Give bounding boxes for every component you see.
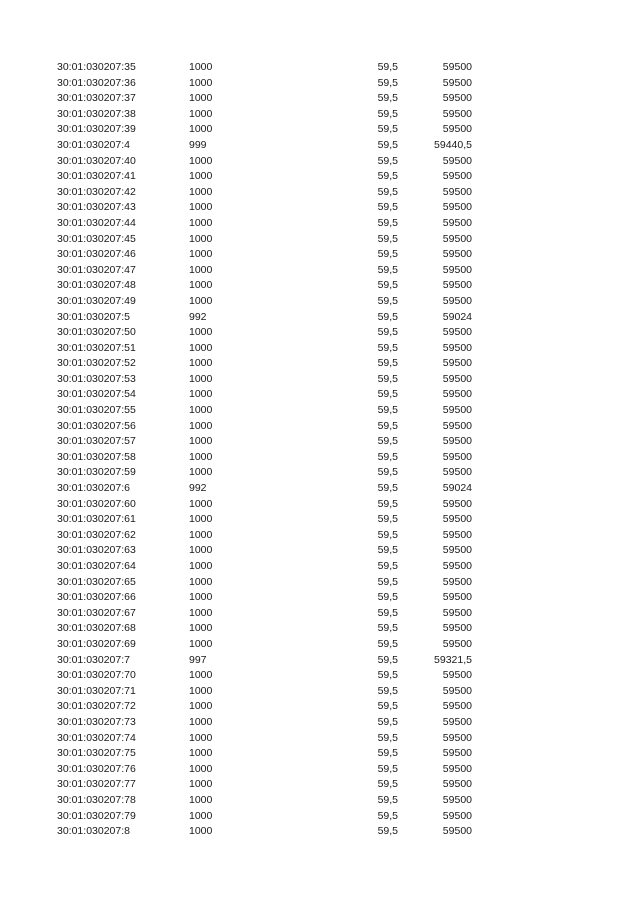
table-row [0, 762, 640, 778]
price-cell: 59,5 [377, 154, 398, 167]
table-row [0, 450, 640, 466]
table-row [0, 528, 640, 544]
cadastral-number-cell: 30:01:030207:69 [57, 637, 136, 650]
table-row [0, 169, 640, 185]
total-cell: 59500 [442, 341, 472, 354]
table-row [0, 325, 640, 341]
total-cell: 59500 [442, 637, 472, 650]
price-cell: 59,5 [377, 435, 398, 448]
quantity-cell: 1000 [189, 669, 213, 682]
price-cell: 59,5 [377, 404, 398, 417]
total-cell: 59500 [442, 435, 472, 448]
quantity-cell: 1000 [189, 76, 213, 89]
table-row [0, 668, 640, 684]
table-row [0, 403, 640, 419]
price-cell: 59,5 [377, 793, 398, 806]
total-cell: 59500 [442, 544, 472, 557]
price-cell: 59,5 [377, 232, 398, 245]
cadastral-number-cell: 30:01:030207:78 [57, 793, 136, 806]
total-cell: 59440,5 [434, 138, 472, 151]
price-cell: 59,5 [377, 466, 398, 479]
price-cell: 59,5 [377, 606, 398, 619]
table-row [0, 91, 640, 107]
cadastral-number-cell: 30:01:030207:37 [57, 92, 136, 105]
total-cell: 59500 [442, 700, 472, 713]
total-cell: 59500 [442, 92, 472, 105]
table-row [0, 263, 640, 279]
quantity-cell: 1000 [189, 185, 213, 198]
price-cell: 59,5 [377, 294, 398, 307]
cadastral-number-cell: 30:01:030207:58 [57, 450, 136, 463]
price-cell: 59,5 [377, 201, 398, 214]
quantity-cell: 1000 [189, 294, 213, 307]
quantity-cell: 1000 [189, 341, 213, 354]
total-cell: 59500 [442, 419, 472, 432]
table-row [0, 731, 640, 747]
table-row [0, 216, 640, 232]
table-row [0, 824, 640, 840]
total-cell: 59500 [442, 793, 472, 806]
total-cell: 59500 [442, 107, 472, 120]
cadastral-number-cell: 30:01:030207:75 [57, 747, 136, 760]
cadastral-number-cell: 30:01:030207:72 [57, 700, 136, 713]
cadastral-number-cell: 30:01:030207:6 [57, 482, 130, 495]
total-cell: 59500 [442, 357, 472, 370]
quantity-cell: 1000 [189, 513, 213, 526]
total-cell: 59500 [442, 715, 472, 728]
total-cell: 59500 [442, 575, 472, 588]
total-cell: 59500 [442, 326, 472, 339]
price-cell: 59,5 [377, 357, 398, 370]
table-row [0, 559, 640, 575]
table-row [0, 809, 640, 825]
table-row [0, 138, 640, 154]
cadastral-number-cell: 30:01:030207:5 [57, 310, 130, 323]
cadastral-number-cell: 30:01:030207:79 [57, 809, 136, 822]
quantity-cell: 1000 [189, 715, 213, 728]
cadastral-number-cell: 30:01:030207:42 [57, 185, 136, 198]
table-row [0, 122, 640, 138]
quantity-cell: 999 [189, 138, 207, 151]
cadastral-number-cell: 30:01:030207:38 [57, 107, 136, 120]
price-cell: 59,5 [377, 778, 398, 791]
cadastral-number-cell: 30:01:030207:65 [57, 575, 136, 588]
price-cell: 59,5 [377, 731, 398, 744]
total-cell: 59500 [442, 232, 472, 245]
cadastral-number-cell: 30:01:030207:35 [57, 61, 136, 73]
table-row [0, 294, 640, 310]
quantity-cell: 1000 [189, 419, 213, 432]
total-cell: 59500 [442, 528, 472, 541]
cadastral-number-cell: 30:01:030207:36 [57, 76, 136, 89]
table-row [0, 497, 640, 513]
total-cell: 59024 [442, 482, 472, 495]
quantity-cell: 1000 [189, 170, 213, 183]
cadastral-number-cell: 30:01:030207:76 [57, 762, 136, 775]
cadastral-number-cell: 30:01:030207:7 [57, 653, 130, 666]
cadastral-number-cell: 30:01:030207:41 [57, 170, 136, 183]
price-cell: 59,5 [377, 653, 398, 666]
cadastral-number-cell: 30:01:030207:51 [57, 341, 136, 354]
cadastral-number-cell: 30:01:030207:73 [57, 715, 136, 728]
price-cell: 59,5 [377, 669, 398, 682]
quantity-cell: 1000 [189, 606, 213, 619]
total-cell: 59500 [442, 294, 472, 307]
total-cell: 59500 [442, 404, 472, 417]
quantity-cell: 1000 [189, 154, 213, 167]
cadastral-number-cell: 30:01:030207:77 [57, 778, 136, 791]
table-row [0, 60, 640, 76]
price-cell: 59,5 [377, 107, 398, 120]
total-cell: 59321,5 [434, 653, 472, 666]
table-row [0, 185, 640, 201]
price-cell: 59,5 [377, 92, 398, 105]
price-cell: 59,5 [377, 326, 398, 339]
quantity-cell: 1000 [189, 435, 213, 448]
price-cell: 59,5 [377, 123, 398, 136]
quantity-cell: 1000 [189, 92, 213, 105]
quantity-cell: 1000 [189, 497, 213, 510]
quantity-cell: 992 [189, 482, 207, 495]
price-cell: 59,5 [377, 248, 398, 261]
table-row [0, 543, 640, 559]
total-cell: 59500 [442, 388, 472, 401]
quantity-cell: 1000 [189, 544, 213, 557]
cadastral-number-cell: 30:01:030207:74 [57, 731, 136, 744]
quantity-cell: 1000 [189, 279, 213, 292]
quantity-cell: 1000 [189, 466, 213, 479]
quantity-cell: 1000 [189, 232, 213, 245]
quantity-cell: 1000 [189, 404, 213, 417]
table-row [0, 434, 640, 450]
total-cell: 59500 [442, 825, 472, 838]
price-cell: 59,5 [377, 310, 398, 323]
price-cell: 59,5 [377, 560, 398, 572]
table-row [0, 76, 640, 92]
data-table [0, 60, 640, 840]
total-cell: 59500 [442, 61, 472, 73]
cadastral-number-cell: 30:01:030207:53 [57, 372, 136, 385]
quantity-cell: 1000 [189, 700, 213, 713]
cadastral-number-cell: 30:01:030207:56 [57, 419, 136, 432]
cadastral-number-cell: 30:01:030207:8 [57, 825, 130, 838]
total-cell: 59500 [442, 731, 472, 744]
total-cell: 59500 [442, 123, 472, 136]
cadastral-number-cell: 30:01:030207:64 [57, 560, 136, 572]
quantity-cell: 1000 [189, 684, 213, 697]
cadastral-number-cell: 30:01:030207:61 [57, 513, 136, 526]
price-cell: 59,5 [377, 216, 398, 229]
price-cell: 59,5 [377, 528, 398, 541]
quantity-cell: 1000 [189, 107, 213, 120]
price-cell: 59,5 [377, 341, 398, 354]
total-cell: 59500 [442, 591, 472, 604]
quantity-cell: 997 [189, 653, 207, 666]
table-row [0, 310, 640, 326]
table-row [0, 793, 640, 809]
price-cell: 59,5 [377, 825, 398, 838]
total-cell: 59500 [442, 279, 472, 292]
price-cell: 59,5 [377, 762, 398, 775]
cadastral-number-cell: 30:01:030207:39 [57, 123, 136, 136]
cadastral-number-cell: 30:01:030207:59 [57, 466, 136, 479]
price-cell: 59,5 [377, 591, 398, 604]
price-cell: 59,5 [377, 622, 398, 635]
total-cell: 59500 [442, 669, 472, 682]
price-cell: 59,5 [377, 388, 398, 401]
table-row [0, 590, 640, 606]
quantity-cell: 1000 [189, 637, 213, 650]
total-cell: 59500 [442, 497, 472, 510]
quantity-cell: 1000 [189, 762, 213, 775]
cadastral-number-cell: 30:01:030207:63 [57, 544, 136, 557]
price-cell: 59,5 [377, 138, 398, 151]
quantity-cell: 1000 [189, 263, 213, 276]
total-cell: 59500 [442, 606, 472, 619]
total-cell: 59500 [442, 622, 472, 635]
table-row [0, 247, 640, 263]
table-row [0, 684, 640, 700]
total-cell: 59500 [442, 201, 472, 214]
total-cell: 59500 [442, 684, 472, 697]
price-cell: 59,5 [377, 575, 398, 588]
total-cell: 59500 [442, 450, 472, 463]
table-row [0, 465, 640, 481]
quantity-cell: 1000 [189, 450, 213, 463]
quantity-cell: 1000 [189, 528, 213, 541]
cadastral-number-cell: 30:01:030207:52 [57, 357, 136, 370]
cadastral-number-cell: 30:01:030207:68 [57, 622, 136, 635]
quantity-cell: 1000 [189, 216, 213, 229]
table-row [0, 606, 640, 622]
cadastral-number-cell: 30:01:030207:50 [57, 326, 136, 339]
total-cell: 59500 [442, 778, 472, 791]
quantity-cell: 992 [189, 310, 207, 323]
total-cell: 59500 [442, 216, 472, 229]
cadastral-number-cell: 30:01:030207:4 [57, 138, 130, 151]
price-cell: 59,5 [377, 497, 398, 510]
total-cell: 59500 [442, 372, 472, 385]
table-row [0, 575, 640, 591]
quantity-cell: 1000 [189, 388, 213, 401]
cadastral-number-cell: 30:01:030207:55 [57, 404, 136, 417]
quantity-cell: 1000 [189, 575, 213, 588]
price-cell: 59,5 [377, 279, 398, 292]
cadastral-number-cell: 30:01:030207:66 [57, 591, 136, 604]
table-row [0, 777, 640, 793]
price-cell: 59,5 [377, 263, 398, 276]
quantity-cell: 1000 [189, 326, 213, 339]
price-cell: 59,5 [377, 637, 398, 650]
quantity-cell: 1000 [189, 778, 213, 791]
quantity-cell: 1000 [189, 123, 213, 136]
price-cell: 59,5 [377, 700, 398, 713]
table-row [0, 637, 640, 653]
total-cell: 59500 [442, 762, 472, 775]
cadastral-number-cell: 30:01:030207:40 [57, 154, 136, 167]
total-cell: 59500 [442, 809, 472, 822]
quantity-cell: 1000 [189, 372, 213, 385]
cadastral-number-cell: 30:01:030207:47 [57, 263, 136, 276]
quantity-cell: 1000 [189, 560, 213, 572]
cadastral-number-cell: 30:01:030207:46 [57, 248, 136, 261]
quantity-cell: 1000 [189, 357, 213, 370]
cadastral-number-cell: 30:01:030207:43 [57, 201, 136, 214]
table-row [0, 653, 640, 669]
cadastral-number-cell: 30:01:030207:70 [57, 669, 136, 682]
cadastral-number-cell: 30:01:030207:49 [57, 294, 136, 307]
price-cell: 59,5 [377, 684, 398, 697]
cadastral-number-cell: 30:01:030207:67 [57, 606, 136, 619]
total-cell: 59500 [442, 154, 472, 167]
table-row [0, 419, 640, 435]
price-cell: 59,5 [377, 61, 398, 73]
quantity-cell: 1000 [189, 731, 213, 744]
total-cell: 59500 [442, 560, 472, 572]
total-cell: 59500 [442, 263, 472, 276]
price-cell: 59,5 [377, 544, 398, 557]
table-row [0, 107, 640, 123]
table-row [0, 341, 640, 357]
quantity-cell: 1000 [189, 201, 213, 214]
cadastral-number-cell: 30:01:030207:45 [57, 232, 136, 245]
price-cell: 59,5 [377, 747, 398, 760]
table-row [0, 232, 640, 248]
quantity-cell: 1000 [189, 825, 213, 838]
quantity-cell: 1000 [189, 809, 213, 822]
price-cell: 59,5 [377, 513, 398, 526]
total-cell: 59500 [442, 248, 472, 261]
cadastral-number-cell: 30:01:030207:60 [57, 497, 136, 510]
price-cell: 59,5 [377, 185, 398, 198]
cadastral-number-cell: 30:01:030207:57 [57, 435, 136, 448]
total-cell: 59024 [442, 310, 472, 323]
cadastral-number-cell: 30:01:030207:54 [57, 388, 136, 401]
table-row [0, 387, 640, 403]
cadastral-number-cell: 30:01:030207:71 [57, 684, 136, 697]
price-cell: 59,5 [377, 170, 398, 183]
quantity-cell: 1000 [189, 747, 213, 760]
price-cell: 59,5 [377, 76, 398, 89]
table-row [0, 746, 640, 762]
total-cell: 59500 [442, 466, 472, 479]
table-row [0, 621, 640, 637]
price-cell: 59,5 [377, 715, 398, 728]
total-cell: 59500 [442, 513, 472, 526]
quantity-cell: 1000 [189, 61, 213, 73]
table-row [0, 481, 640, 497]
quantity-cell: 1000 [189, 591, 213, 604]
total-cell: 59500 [442, 170, 472, 183]
cadastral-number-cell: 30:01:030207:48 [57, 279, 136, 292]
table-row [0, 372, 640, 388]
quantity-cell: 1000 [189, 793, 213, 806]
quantity-cell: 1000 [189, 248, 213, 261]
price-cell: 59,5 [377, 450, 398, 463]
price-cell: 59,5 [377, 482, 398, 495]
total-cell: 59500 [442, 185, 472, 198]
price-cell: 59,5 [377, 419, 398, 432]
price-cell: 59,5 [377, 809, 398, 822]
table-row [0, 699, 640, 715]
table-row [0, 715, 640, 731]
table-row [0, 356, 640, 372]
total-cell: 59500 [442, 747, 472, 760]
table-row [0, 200, 640, 216]
cadastral-number-cell: 30:01:030207:62 [57, 528, 136, 541]
quantity-cell: 1000 [189, 622, 213, 635]
cadastral-number-cell: 30:01:030207:44 [57, 216, 136, 229]
table-row [0, 154, 640, 170]
price-cell: 59,5 [377, 372, 398, 385]
table-row [0, 278, 640, 294]
table-row [0, 512, 640, 528]
total-cell: 59500 [442, 76, 472, 89]
